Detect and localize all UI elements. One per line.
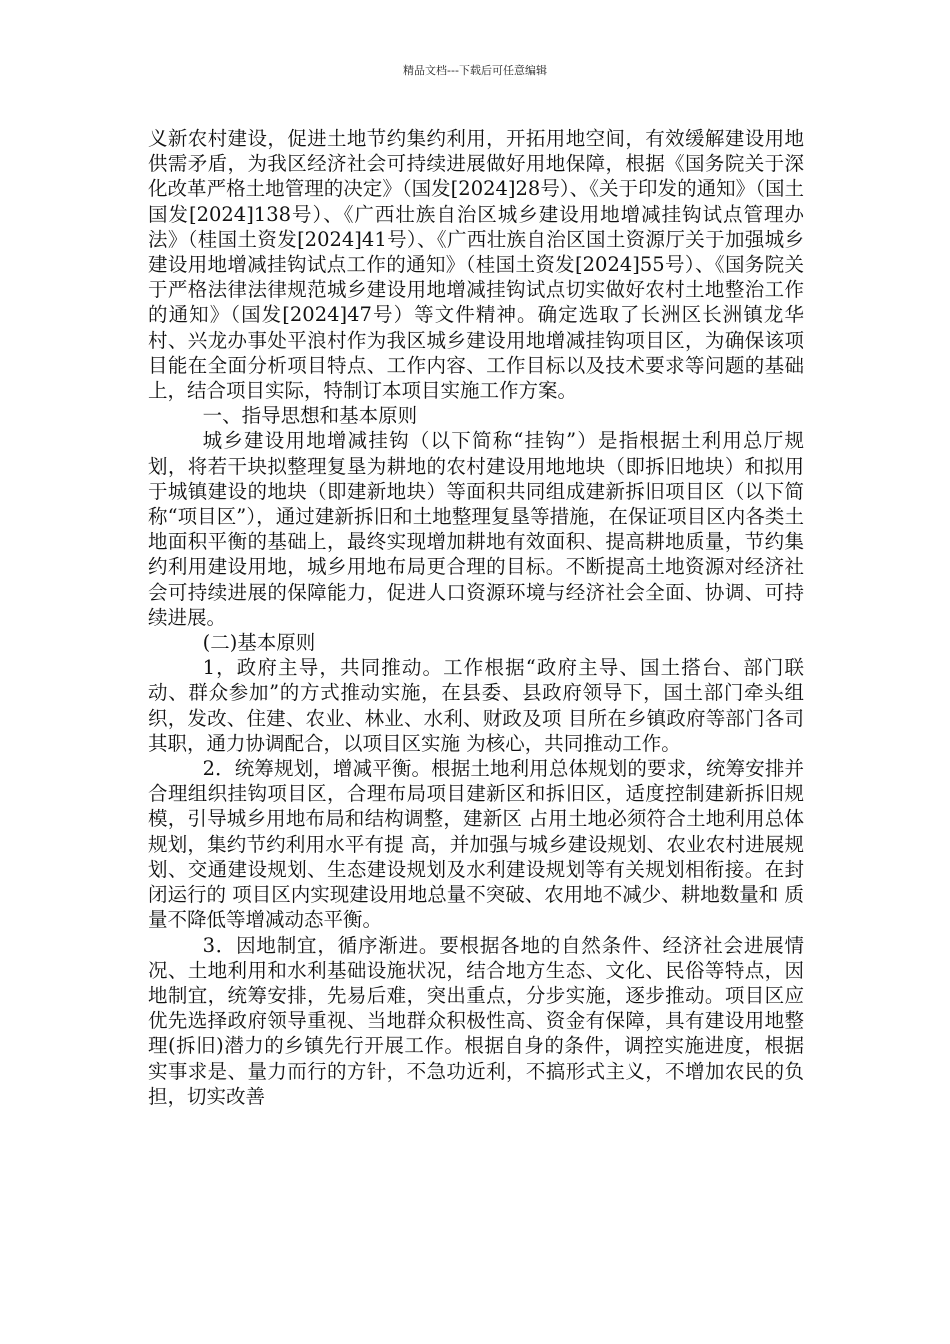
- section-heading: (二)基本原则: [202, 631, 316, 655]
- body-paragraph: 城乡建设用地增减挂钩（以下简称“挂钩”）是指根据土利用总厅规划，将若干块拟整理复垦为耕地的农村建设用地地块（即拆旧地块）和拟用于城镇建设的地块（即建新地块）等面积共同组成建新拆旧项目区（以下简称“项目区”），通过建新拆旧和土地整理复垦等措施，在保证项目区内各类土地面积平衡的基础上，最终实现增加耕地有效面积、提高耕地质量，节约集约利用建设用地，城乡用地布局更合理的目标。不断提高土地资源对经济社会可持续进展的保障能力，促进人口资源环境与经济社会全面、协调、可持续进展。: [148, 429, 804, 629]
- body-paragraph: 1，政府主导，共同推动。工作根据“政府主导、国土搭台、部门联动、群众参加”的方式推动实施，在县委、县政府领导下，国土部门牵头组织，发改、住建、农业、林业、水利、财政及项 目所在乡镇政府等部门各司其职，通力协调配合，以项目区实施 为核心，共同推动工作。: [148, 656, 804, 755]
- document-body: [148, 126, 804, 1109]
- body-paragraph: 义新农村建设，促进土地节约集约利用，开拓用地空间，有效缓解建设用地供需矛盾，为我区经济社会可持续进展做好用地保障，根据《国务院关于深化改革严格土地管理的决定》（国发[2024]28号）、《关于印发的通知》（国土国发[2024]138号）、《广西壮族自治区城乡建设用地增减挂钩试点管理办法》（桂国土资发[2024]41号）、《广西壮族自治区国土资源厅关于加强城乡建设用地增减挂钩试点工作的通知》（桂国土资发[2024]55号）、《国务院关于严格法律法律规范城乡建设用地增减挂钩试点切实做好农村土地整治工作的通知》（国发[2024]47号）等文件精神。确定选取了长洲区长洲镇龙华村、兴龙办事处平浪村作为我区城乡建设用地增减挂钩项目区，为确保该项目能在全面分析项目特点、工作内容、工作目标以及技术要求等问题的基础上，结合项目实际，特制订本项目实施工作方案。: [148, 127, 804, 403]
- body-paragraph: 2．统筹规划，增减平衡。根据土地利用总体规划的要求，统筹安排并合理组织挂钩项目区，合理布局项目建新区和拆旧区，适度控制建新拆旧规模，引导城乡用地布局和结构调整，建新区 占用土地必须符合土地利用总体规划，集约节约利用水平有提 高，并加强与城乡建设规划、农业农村进展规划、交通建设规划、生态建设规划及水利建设规划等有关规划相衔接。在封闭运行的 项目区内实现建设用地总量不突破、农用地不减少、耕地数量和 质量不降低等增减动态平衡。: [148, 757, 804, 932]
- body-paragraph: 3．因地制宜，循序渐进。要根据各地的自然条件、经济社会进展情况、土地利用和水利基础设施状况，结合地方生态、文化、民俗等特点，因地制宜，统筹安排，先易后难，突出重点，分步实施，逐步推动。项目区应优先选择政府领导重视、当地群众积极性高、资金有保障，具有建设用地整理(拆旧)潜力的乡镇先行开展工作。根据自身的条件，调控实施进度，根据实事求是、量力而行的方针，不急功近利，不搞形式主义，不增加农民的负担，切实改善: [148, 933, 804, 1108]
- section-heading: 一、指导思想和基本原则: [202, 404, 418, 428]
- page-header: 精品文档---下载后可任意编辑: [403, 64, 547, 77]
